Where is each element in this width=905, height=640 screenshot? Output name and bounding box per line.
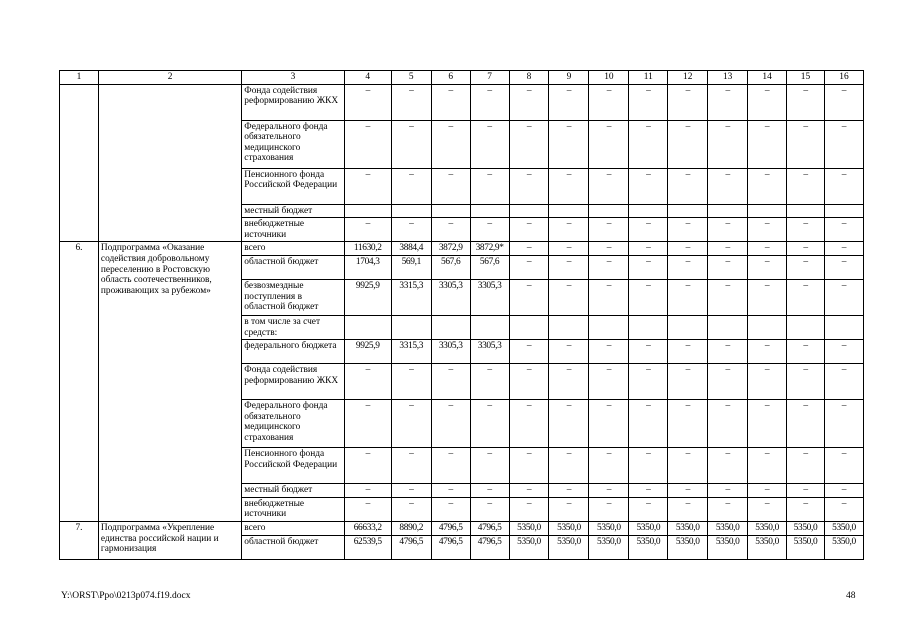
value-cell: –	[391, 364, 431, 400]
value-cell: –	[549, 84, 589, 120]
value-cell	[787, 315, 825, 339]
value-cell: –	[787, 279, 825, 315]
row-index: 7.	[60, 521, 99, 559]
value-cell: –	[391, 497, 431, 521]
value-cell: –	[509, 168, 549, 204]
value-cell: –	[509, 340, 549, 364]
value-cell: –	[431, 84, 470, 120]
value-cell: –	[344, 497, 391, 521]
value-cell: –	[787, 242, 825, 256]
value-cell: 3305,3	[431, 279, 470, 315]
value-cell: –	[344, 218, 391, 242]
value-cell: –	[708, 255, 748, 279]
funding-source: Пенсионного фонда Российской Федерации	[242, 448, 344, 484]
value-cell: –	[748, 218, 787, 242]
value-cell: –	[344, 448, 391, 484]
value-cell: 5350,0	[509, 521, 549, 535]
value-cell: 5350,0	[748, 535, 787, 559]
value-cell: –	[787, 484, 825, 498]
value-cell: –	[708, 84, 748, 120]
column-header: 7	[470, 71, 509, 85]
value-cell	[629, 204, 668, 218]
table-row	[60, 242, 864, 256]
column-header: 15	[787, 71, 825, 85]
value-cell	[708, 204, 748, 218]
value-cell	[470, 204, 509, 218]
value-cell: 4796,5	[391, 535, 431, 559]
value-cell: –	[748, 364, 787, 400]
value-cell	[708, 315, 748, 339]
value-cell	[391, 204, 431, 218]
funding-source: Пенсионного фонда Российской Федерации	[242, 168, 344, 204]
column-header: 2	[98, 71, 241, 85]
column-header: 12	[668, 71, 708, 85]
column-header: 6	[431, 71, 470, 85]
value-cell: –	[787, 255, 825, 279]
value-cell: –	[391, 400, 431, 448]
value-cell: –	[470, 364, 509, 400]
value-cell: 5350,0	[629, 535, 668, 559]
table-row	[60, 521, 864, 535]
value-cell: –	[549, 279, 589, 315]
value-cell: –	[824, 84, 863, 120]
value-cell: –	[748, 279, 787, 315]
subprogram-name: Подпрограмма «Оказание содействия добровольному переселению в Ростовскую область соотечественников, проживающих за рубежом»	[98, 242, 241, 522]
value-cell: –	[589, 484, 629, 498]
value-cell: –	[748, 168, 787, 204]
value-cell: –	[470, 448, 509, 484]
value-cell: –	[431, 218, 470, 242]
value-cell: –	[470, 218, 509, 242]
value-cell	[549, 204, 589, 218]
value-cell: –	[629, 279, 668, 315]
value-cell: –	[470, 497, 509, 521]
value-cell: –	[748, 340, 787, 364]
value-cell: 62539,5	[344, 535, 391, 559]
value-cell: –	[824, 497, 863, 521]
value-cell: –	[668, 84, 708, 120]
value-cell: –	[668, 120, 708, 168]
value-cell: –	[629, 218, 668, 242]
value-cell	[824, 204, 863, 218]
value-cell: –	[549, 484, 589, 498]
value-cell: –	[589, 497, 629, 521]
value-cell: –	[824, 255, 863, 279]
value-cell: –	[549, 400, 589, 448]
funding-source: внебюджетные источники	[242, 218, 344, 242]
value-cell: –	[470, 400, 509, 448]
value-cell	[549, 315, 589, 339]
value-cell: –	[431, 484, 470, 498]
value-cell: –	[787, 168, 825, 204]
value-cell: –	[748, 255, 787, 279]
value-cell: –	[668, 484, 708, 498]
value-cell: –	[344, 168, 391, 204]
value-cell: –	[708, 448, 748, 484]
value-cell: –	[509, 255, 549, 279]
value-cell: –	[549, 340, 589, 364]
value-cell: –	[509, 484, 549, 498]
value-cell: 5350,0	[668, 535, 708, 559]
value-cell: –	[668, 400, 708, 448]
value-cell	[470, 315, 509, 339]
value-cell: 3315,3	[391, 340, 431, 364]
value-cell: –	[824, 484, 863, 498]
column-header: 10	[589, 71, 629, 85]
value-cell: –	[748, 400, 787, 448]
value-cell: –	[431, 364, 470, 400]
value-cell: 5350,0	[708, 535, 748, 559]
funding-source: безвозмездные поступления в областной бюджет	[242, 279, 344, 315]
funding-source: всего	[242, 242, 344, 256]
value-cell: –	[344, 84, 391, 120]
value-cell: –	[708, 400, 748, 448]
value-cell: –	[431, 448, 470, 484]
value-cell: –	[344, 120, 391, 168]
column-header: 13	[708, 71, 748, 85]
value-cell: –	[629, 84, 668, 120]
value-cell: –	[391, 218, 431, 242]
value-cell: 5350,0	[549, 521, 589, 535]
value-cell	[748, 204, 787, 218]
footer-page-number: 48	[846, 591, 856, 601]
value-cell: –	[391, 448, 431, 484]
value-cell: –	[549, 255, 589, 279]
value-cell: 1704,3	[344, 255, 391, 279]
value-cell: –	[708, 364, 748, 400]
value-cell	[391, 315, 431, 339]
value-cell: –	[668, 218, 708, 242]
value-cell: –	[708, 340, 748, 364]
value-cell: –	[629, 448, 668, 484]
value-cell: 3872,9	[431, 242, 470, 256]
value-cell: –	[787, 364, 825, 400]
value-cell: –	[549, 364, 589, 400]
value-cell	[509, 204, 549, 218]
funding-source: областной бюджет	[242, 255, 344, 279]
value-cell: –	[589, 448, 629, 484]
value-cell: 3315,3	[391, 279, 431, 315]
value-cell: –	[509, 120, 549, 168]
value-cell: –	[549, 218, 589, 242]
value-cell: –	[748, 120, 787, 168]
value-cell: –	[549, 168, 589, 204]
funding-source: областной бюджет	[242, 535, 344, 559]
value-cell: –	[629, 242, 668, 256]
value-cell: 5350,0	[629, 521, 668, 535]
value-cell: –	[344, 364, 391, 400]
value-cell: –	[589, 364, 629, 400]
funding-source: в том числе за счет средств:	[242, 315, 344, 339]
value-cell: –	[824, 120, 863, 168]
value-cell: 5350,0	[668, 521, 708, 535]
value-cell: 4796,5	[431, 535, 470, 559]
value-cell: –	[589, 218, 629, 242]
value-cell: –	[668, 279, 708, 315]
value-cell: 66633,2	[344, 521, 391, 535]
value-cell: –	[391, 84, 431, 120]
value-cell: –	[589, 279, 629, 315]
value-cell: –	[509, 400, 549, 448]
value-cell: –	[589, 168, 629, 204]
value-cell: –	[470, 168, 509, 204]
subprogram-name: Подпрограмма «Укрепление единства российской нации и гармонизация	[98, 521, 241, 559]
value-cell: –	[549, 448, 589, 484]
row-index: 6.	[60, 242, 99, 522]
value-cell: –	[470, 120, 509, 168]
value-cell: –	[824, 448, 863, 484]
value-cell	[344, 315, 391, 339]
value-cell: –	[708, 218, 748, 242]
value-cell: –	[787, 84, 825, 120]
value-cell: –	[824, 340, 863, 364]
value-cell	[344, 204, 391, 218]
value-cell: 4796,5	[470, 535, 509, 559]
value-cell: –	[629, 120, 668, 168]
value-cell: –	[509, 218, 549, 242]
value-cell: –	[431, 400, 470, 448]
value-cell	[431, 204, 470, 218]
value-cell	[787, 204, 825, 218]
value-cell: –	[787, 218, 825, 242]
column-header: 16	[824, 71, 863, 85]
value-cell: –	[344, 400, 391, 448]
value-cell: –	[824, 400, 863, 448]
value-cell: –	[629, 340, 668, 364]
value-cell: –	[668, 242, 708, 256]
value-cell: 569,1	[391, 255, 431, 279]
value-cell: –	[509, 364, 549, 400]
subprogram-name	[98, 84, 241, 242]
value-cell: 5350,0	[509, 535, 549, 559]
value-cell: –	[787, 448, 825, 484]
value-cell: –	[708, 168, 748, 204]
value-cell: –	[470, 84, 509, 120]
value-cell: –	[668, 340, 708, 364]
header-row	[60, 71, 864, 85]
value-cell: –	[668, 448, 708, 484]
funding-source: Фонда содействия реформированию ЖКХ	[242, 364, 344, 400]
value-cell: –	[748, 484, 787, 498]
value-cell: –	[787, 497, 825, 521]
value-cell: –	[748, 242, 787, 256]
value-cell: –	[787, 400, 825, 448]
value-cell: –	[668, 255, 708, 279]
value-cell: 3884,4	[391, 242, 431, 256]
value-cell: 8890,2	[391, 521, 431, 535]
value-cell: –	[391, 484, 431, 498]
value-cell: 9925,9	[344, 279, 391, 315]
value-cell: 5350,0	[824, 521, 863, 535]
value-cell: –	[708, 242, 748, 256]
value-cell: –	[431, 497, 470, 521]
value-cell: –	[549, 242, 589, 256]
value-cell: –	[589, 255, 629, 279]
value-cell: –	[589, 84, 629, 120]
value-cell: 3305,3	[470, 279, 509, 315]
value-cell: –	[431, 120, 470, 168]
value-cell: –	[549, 120, 589, 168]
value-cell	[509, 315, 549, 339]
value-cell: –	[824, 218, 863, 242]
footer-file-path: Y:\ORST\Ppo\0213p074.f19.docx	[61, 591, 191, 601]
value-cell	[824, 315, 863, 339]
value-cell: –	[509, 242, 549, 256]
value-cell: –	[787, 120, 825, 168]
value-cell: –	[629, 484, 668, 498]
column-header: 9	[549, 71, 589, 85]
value-cell: –	[509, 84, 549, 120]
value-cell: –	[708, 497, 748, 521]
value-cell: 5350,0	[589, 521, 629, 535]
funding-source: внебюджетные источники	[242, 497, 344, 521]
value-cell: –	[509, 448, 549, 484]
value-cell: –	[824, 364, 863, 400]
value-cell: 4796,5	[470, 521, 509, 535]
value-cell: –	[824, 242, 863, 256]
funding-source: Федерального фонда обязательного медицинского страхования	[242, 120, 344, 168]
value-cell: 11630,2	[344, 242, 391, 256]
value-cell: –	[708, 279, 748, 315]
value-cell: –	[668, 168, 708, 204]
value-cell	[748, 315, 787, 339]
value-cell: –	[391, 120, 431, 168]
row-index	[60, 84, 99, 242]
value-cell: 5350,0	[787, 535, 825, 559]
column-header: 14	[748, 71, 787, 85]
value-cell: 5350,0	[708, 521, 748, 535]
value-cell: 567,6	[431, 255, 470, 279]
table-row	[60, 84, 864, 120]
value-cell: –	[391, 168, 431, 204]
funding-source: местный бюджет	[242, 204, 344, 218]
value-cell: –	[708, 484, 748, 498]
value-cell: –	[629, 400, 668, 448]
value-cell: –	[589, 120, 629, 168]
value-cell: 3305,3	[431, 340, 470, 364]
value-cell: –	[668, 364, 708, 400]
value-cell: –	[629, 168, 668, 204]
funding-source: Федерального фонда обязательного медицинского страхования	[242, 400, 344, 448]
column-header: 8	[509, 71, 549, 85]
value-cell: 3872,9*	[470, 242, 509, 256]
value-cell	[629, 315, 668, 339]
value-cell: –	[708, 120, 748, 168]
value-cell: –	[589, 242, 629, 256]
value-cell: 5350,0	[824, 535, 863, 559]
value-cell: 567,6	[470, 255, 509, 279]
value-cell	[589, 204, 629, 218]
value-cell: –	[589, 340, 629, 364]
value-cell: –	[629, 255, 668, 279]
value-cell: –	[470, 484, 509, 498]
value-cell: –	[589, 400, 629, 448]
column-header: 3	[242, 71, 344, 85]
funding-source: Фонда содействия реформированию ЖКХ	[242, 84, 344, 120]
value-cell: –	[549, 497, 589, 521]
value-cell: 5350,0	[748, 521, 787, 535]
value-cell: –	[509, 279, 549, 315]
budget-table	[59, 70, 864, 560]
value-cell	[589, 315, 629, 339]
value-cell: –	[824, 279, 863, 315]
funding-source: федерального бюджета	[242, 340, 344, 364]
value-cell: –	[748, 448, 787, 484]
value-cell: –	[668, 497, 708, 521]
value-cell: –	[787, 340, 825, 364]
column-header: 1	[60, 71, 99, 85]
column-header: 11	[629, 71, 668, 85]
value-cell: –	[748, 84, 787, 120]
value-cell: –	[629, 497, 668, 521]
value-cell: 5350,0	[549, 535, 589, 559]
value-cell: 4796,5	[431, 521, 470, 535]
value-cell: –	[824, 168, 863, 204]
funding-source: всего	[242, 521, 344, 535]
value-cell: 5350,0	[589, 535, 629, 559]
value-cell	[668, 315, 708, 339]
value-cell: –	[748, 497, 787, 521]
value-cell: –	[431, 168, 470, 204]
column-header: 5	[391, 71, 431, 85]
value-cell: –	[629, 364, 668, 400]
value-cell: 3305,3	[470, 340, 509, 364]
value-cell	[668, 204, 708, 218]
value-cell: –	[509, 497, 549, 521]
value-cell	[431, 315, 470, 339]
value-cell: –	[344, 484, 391, 498]
funding-source: местный бюджет	[242, 484, 344, 498]
column-header: 4	[344, 71, 391, 85]
value-cell: 9925,9	[344, 340, 391, 364]
value-cell: 5350,0	[787, 521, 825, 535]
